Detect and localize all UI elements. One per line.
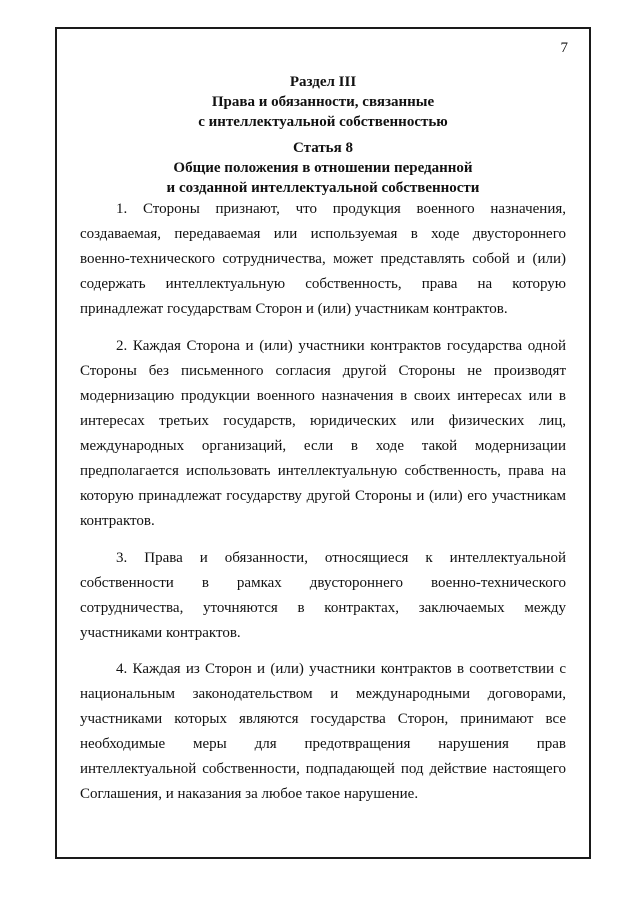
paragraph-line: интересах третьих государств, юридических или физических лиц, xyxy=(80,413,566,429)
paragraph-line: международных организаций, если в ходе такой модернизации xyxy=(80,438,566,454)
paragraph-line: сотрудничества, уточняются в контрактах, заключаемых между xyxy=(80,600,566,616)
paragraph-3 xyxy=(80,546,566,646)
paragraph-line: 2. Каждая Сторона и (или) участники контрактов государства одной xyxy=(116,338,566,354)
paragraph-line: принадлежат государствам Сторон и (или) участникам контрактов. xyxy=(80,301,508,317)
paragraph-line: 3. Права и обязанности, относящиеся к интеллектуальной xyxy=(116,550,566,566)
article-heading xyxy=(80,138,566,198)
paragraph-line: участниками контрактов. xyxy=(80,625,241,641)
article-subtitle-line-1: Общие положения в отношении переданной xyxy=(173,160,473,176)
paragraph-line: 4. Каждая из Сторон и (или) участники контрактов в соответствии с xyxy=(116,661,566,677)
paragraph-line: Стороны без письменного согласия другой Стороны не производят xyxy=(80,363,566,379)
paragraph-line: национальным законодательством и международными договорами, xyxy=(80,686,566,702)
paragraph-line: создаваемая, передаваемая или используемая в ходе двустороннего xyxy=(80,226,566,242)
section-heading xyxy=(80,72,566,132)
section-title: Раздел III xyxy=(289,74,357,90)
paragraph-line: 1. Стороны признают, что продукция военного назначения, xyxy=(116,201,566,217)
paragraph-line: которую принадлежат государству другой Стороны и (или) его участникам xyxy=(80,488,566,504)
paragraph-line: интеллектуальной собственности, подпадающей под действие настоящего xyxy=(80,761,566,777)
page-number: 7 xyxy=(560,40,568,56)
paragraph-line: необходимые меры для предотвращения нарушения прав xyxy=(80,736,566,752)
paragraph-2 xyxy=(80,334,566,534)
paragraph-line: военно-технического сотрудничества, может представлять собой и (или) xyxy=(80,251,566,267)
paragraph-line: Соглашения, и наказания за любое такое нарушение. xyxy=(80,786,419,802)
article-subtitle-line-2: и созданной интеллектуальной собственности xyxy=(166,180,480,196)
paragraph-line: содержать интеллектуальную собственность, права на которую xyxy=(80,276,566,292)
paragraph-line: предполагается использовать интеллектуальную собственность, права на xyxy=(80,463,566,479)
paragraph-line: собственности в рамках двустороннего военно-технического xyxy=(80,575,566,591)
paragraph-line: контрактов. xyxy=(80,513,155,529)
article-title: Статья 8 xyxy=(293,140,353,156)
paragraph-4 xyxy=(80,657,566,807)
section-subtitle-line-1: Права и обязанности, связанные xyxy=(211,94,435,110)
section-subtitle-line-2: с интеллектуальной собственностью xyxy=(198,114,448,130)
paragraph-line: модернизацию продукции военного назначения в своих интересах или в xyxy=(80,388,566,404)
paragraph-1 xyxy=(80,197,566,322)
paragraph-line: участниками которых являются государства Сторон, принимают все xyxy=(80,711,566,727)
